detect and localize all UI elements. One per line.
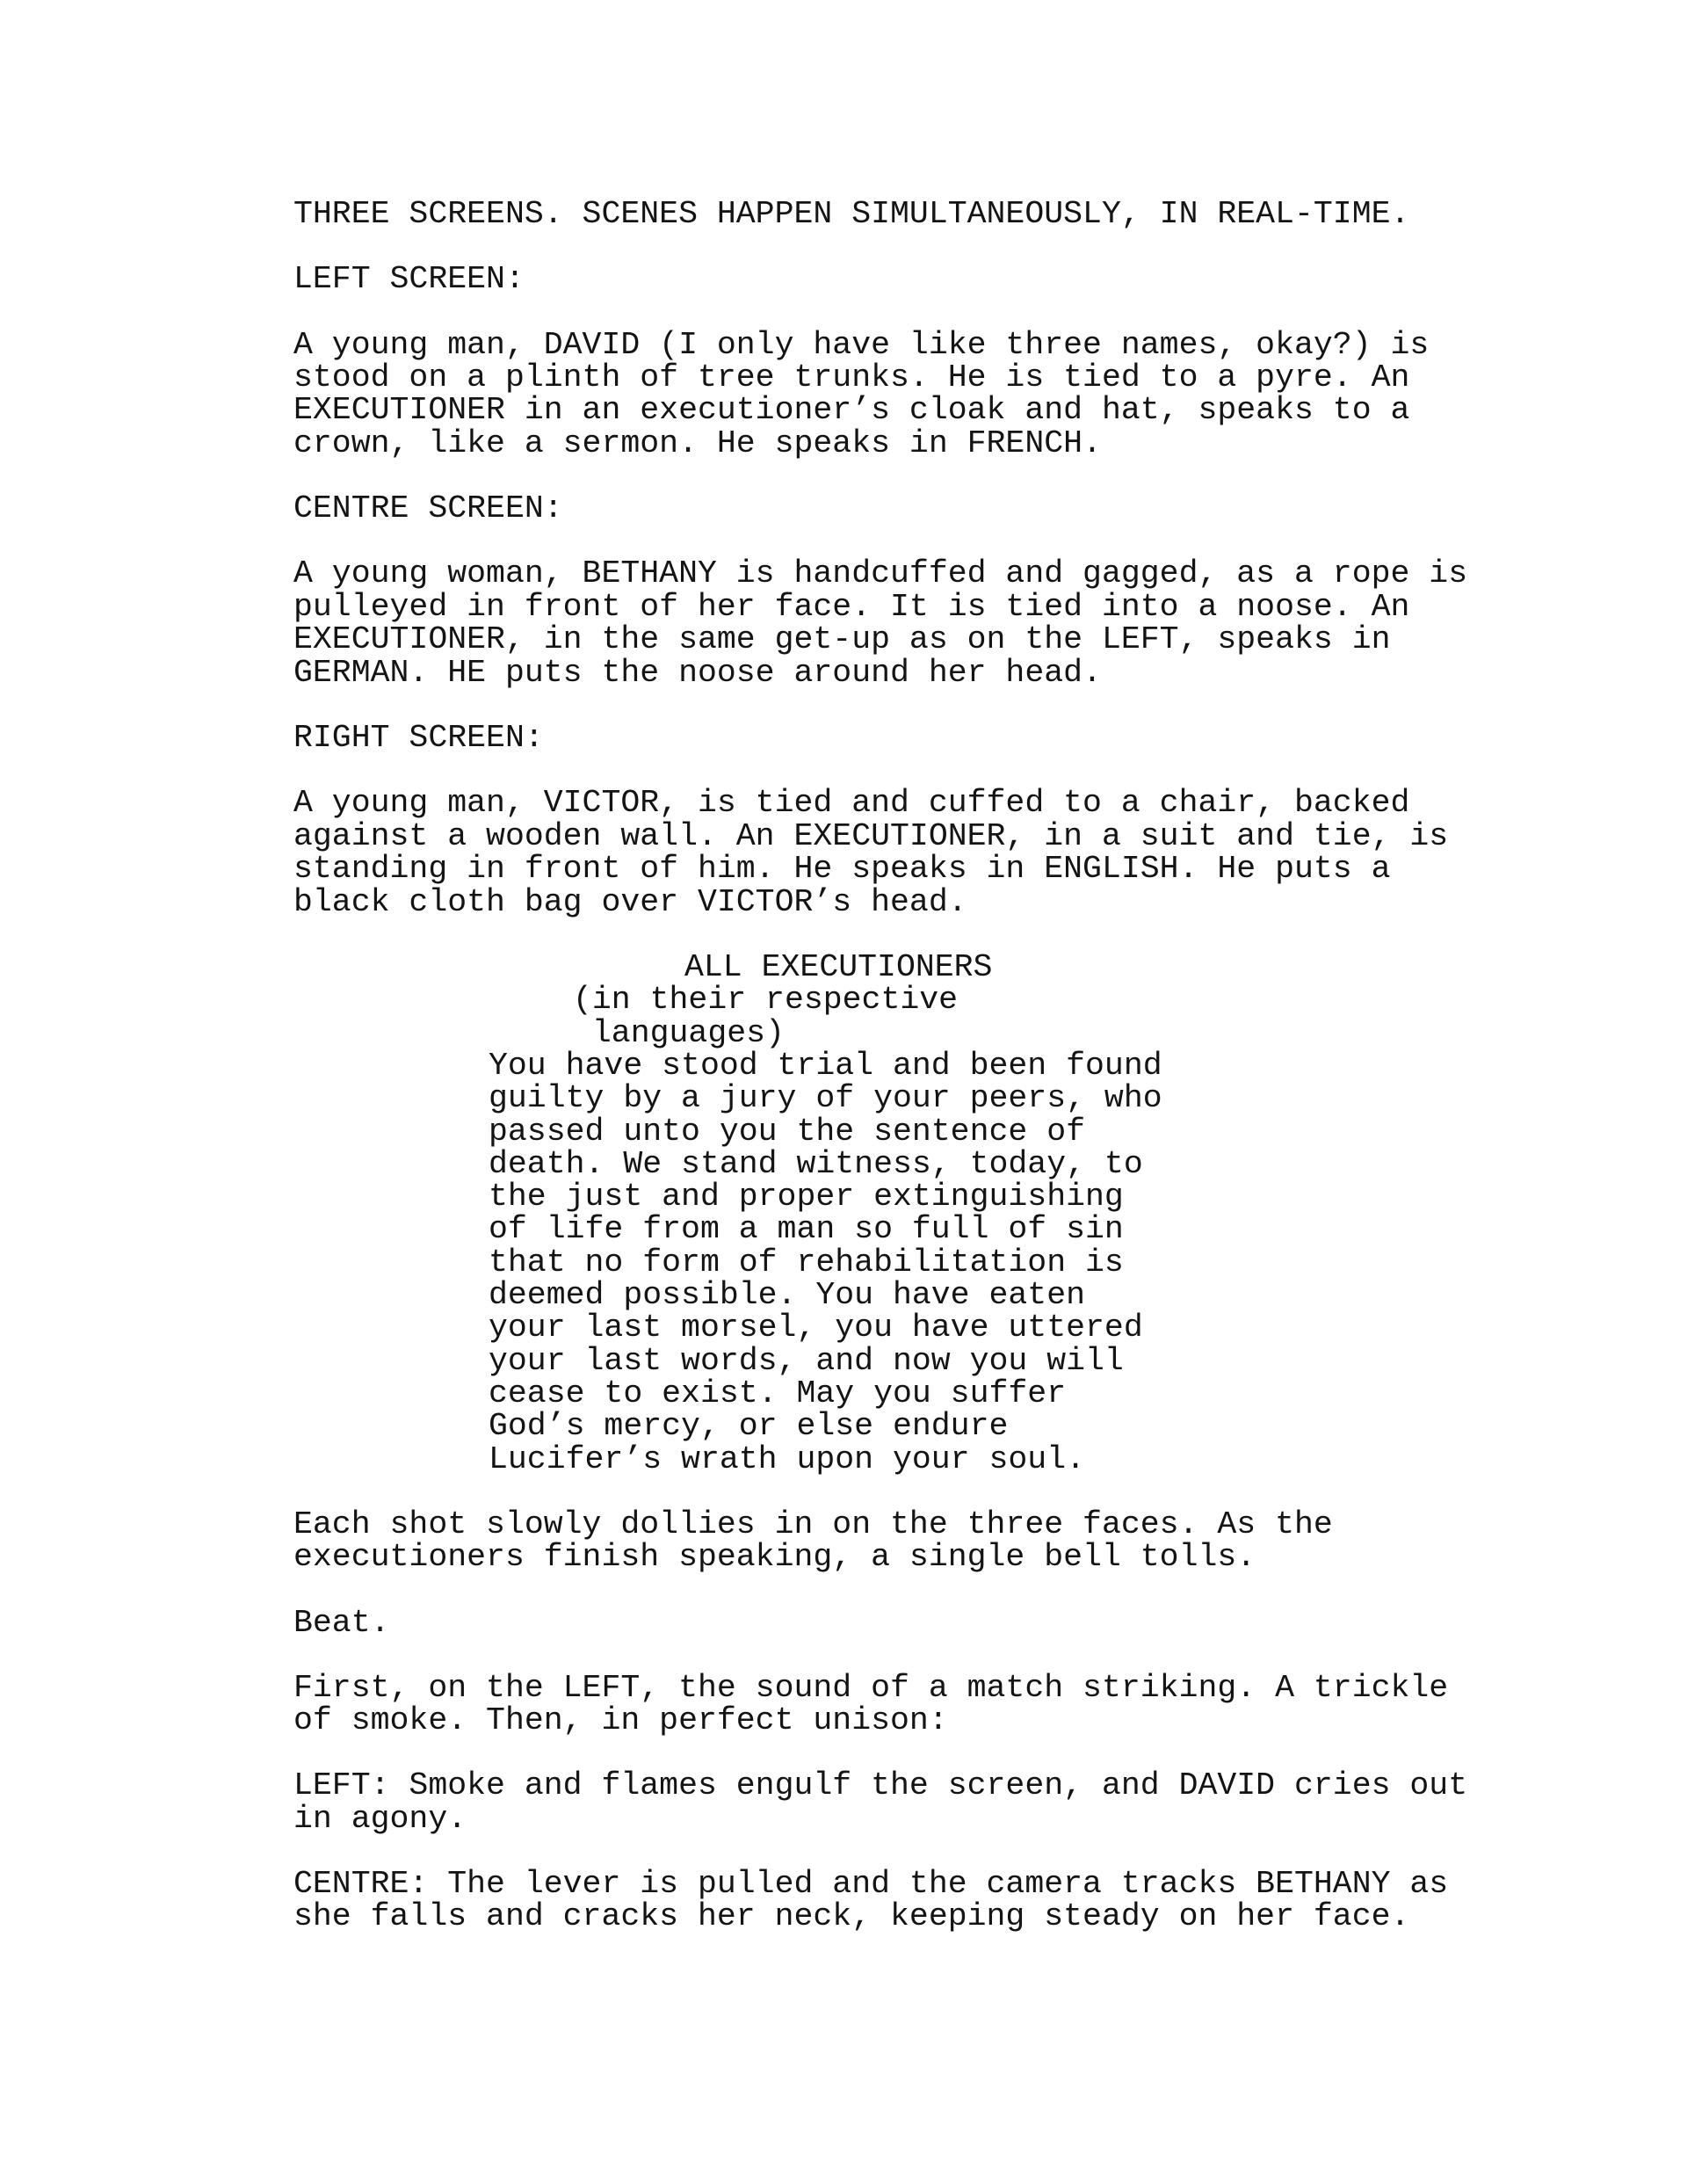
action-line: GERMAN. HE puts the noose around her head.	[293, 655, 1102, 691]
action-line: crown, like a sermon. He speaks in FRENCH.	[293, 425, 1102, 461]
action-line: LEFT: Smoke and flames engulf the screen, and DAVID cries out	[293, 1767, 1468, 1803]
action-line: executioners finish speaking, a single bell tolls.	[293, 1539, 1256, 1575]
centre-screen-heading: CENTRE SCREEN:	[293, 490, 563, 526]
action-line: A young man, DAVID (I only have like three names, okay?) is	[293, 327, 1430, 363]
dialogue-line: your last words, and now you will	[489, 1343, 1124, 1379]
dialogue-line: Lucifer’s wrath upon your soul.	[489, 1441, 1086, 1477]
action-line: CENTRE: The lever is pulled and the camera tracks BETHANY as	[293, 1866, 1449, 1902]
action-line: she falls and cracks her neck, keeping steady on her face.	[293, 1898, 1410, 1934]
intro-line: THREE SCREENS. SCENES HAPPEN SIMULTANEOUSLY, IN REAL-TIME.	[293, 196, 1410, 232]
action-line: A young woman, BETHANY is handcuffed and gagged, as a rope is	[293, 555, 1468, 591]
action-line: EXECUTIONER, in the same get-up as on the LEFT, speaks in	[293, 621, 1391, 657]
dialogue-line: God’s mercy, or else endure	[489, 1408, 1009, 1444]
parenthetical-line: languages)	[573, 1015, 785, 1051]
dialogue-line: guilty by a jury of your peers, who	[489, 1080, 1162, 1116]
action-line: Each shot slowly dollies in on the three faces. As the	[293, 1506, 1333, 1542]
beat-line: Beat.	[293, 1605, 390, 1641]
action-line: stood on a plinth of tree trunks. He is tied to a pyre. An	[293, 359, 1410, 395]
dialogue-line: of life from a man so full of sin	[489, 1211, 1124, 1247]
action-line: black cloth bag over VICTOR’s head.	[293, 884, 967, 920]
dialogue-line: passed unto you the sentence of	[489, 1114, 1086, 1150]
action-line: in agony.	[293, 1801, 467, 1837]
dialogue-line: cease to exist. May you suffer	[489, 1375, 1067, 1411]
left-screen-heading: LEFT SCREEN:	[293, 261, 525, 297]
dialogue-line: the just and proper extinguishing	[489, 1179, 1124, 1215]
dialogue-line: You have stood trial and been found	[489, 1048, 1162, 1084]
action-line: pulleyed in front of her face. It is tied into a noose. An	[293, 589, 1410, 625]
character-name: ALL EXECUTIONERS	[684, 949, 993, 985]
right-screen-heading: RIGHT SCREEN:	[293, 720, 544, 756]
action-line: against a wooden wall. An EXECUTIONER, in a suit and tie, is	[293, 818, 1449, 854]
parenthetical-line: (in their respective	[573, 982, 959, 1018]
dialogue-line: that no form of rehabilitation is	[489, 1244, 1124, 1281]
dialogue-line: death. We stand witness, today, to	[489, 1146, 1143, 1182]
action-line: A young man, VICTOR, is tied and cuffed to a chair, backed	[293, 785, 1410, 821]
dialogue-line: your last morsel, you have uttered	[489, 1310, 1143, 1346]
action-line: standing in front of him. He speaks in ENGLISH. He puts a	[293, 851, 1391, 887]
action-line: of smoke. Then, in perfect unison:	[293, 1702, 948, 1738]
dialogue-line: deemed possible. You have eaten	[489, 1277, 1086, 1313]
action-line: EXECUTIONER in an executioner’s cloak and hat, speaks to a	[293, 392, 1410, 428]
action-line: First, on the LEFT, the sound of a match striking. A trickle	[293, 1670, 1449, 1706]
